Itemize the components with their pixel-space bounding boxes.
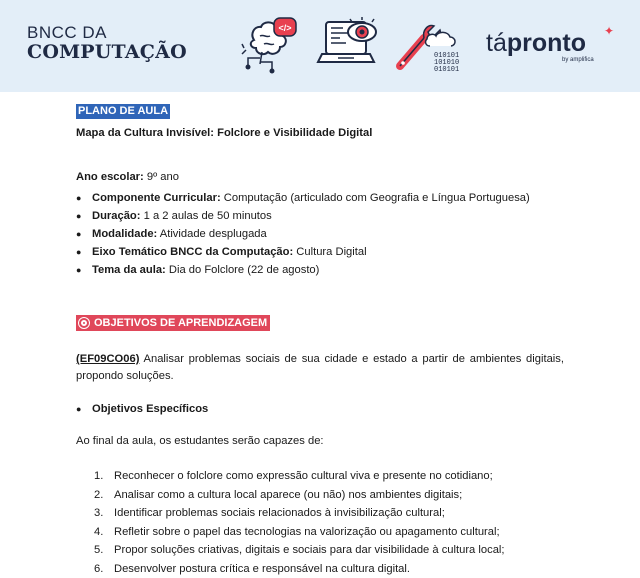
list-item bbox=[76, 243, 564, 261]
specific-heading: ● Objetivos Específicos bbox=[76, 402, 564, 417]
list-item bbox=[94, 541, 564, 560]
brain-code-icon bbox=[240, 14, 306, 74]
goal-text: Analisar como a cultura local aparece (ou não) nos ambientes digitais; bbox=[114, 489, 462, 501]
logo-bold: pronto bbox=[507, 29, 586, 57]
goal-number: 5. bbox=[94, 541, 103, 560]
binary-line-3: 010101 bbox=[434, 66, 459, 74]
brand-bottom-text: COMPUTAÇÃO bbox=[27, 41, 187, 63]
plano-label: PLANO DE AULA bbox=[76, 104, 170, 119]
meta-value: 1 a 2 aulas de 50 minutos bbox=[141, 210, 272, 222]
ano-value: 9º ano bbox=[144, 171, 179, 183]
list-item bbox=[94, 467, 564, 486]
target-icon bbox=[79, 318, 89, 328]
binary-line-2: 101010 bbox=[434, 59, 459, 67]
meta-value: Atividade desplugada bbox=[157, 228, 266, 240]
list-item bbox=[76, 225, 564, 243]
meta-value: Computação (articulado com Geografia e Língua Portuguesa) bbox=[221, 192, 530, 204]
goal-number: 1. bbox=[94, 467, 103, 486]
wrench-binary-icon bbox=[394, 14, 460, 74]
skill-code: (EF09CO06) bbox=[76, 353, 139, 365]
page-header bbox=[0, 0, 640, 92]
goal-text: Reconhecer o folclore como expressão cultural viva e presente no cotidiano; bbox=[114, 470, 493, 482]
objectives-heading bbox=[76, 315, 270, 331]
meta-label: Componente Curricular: bbox=[92, 192, 221, 204]
meta-label: Modalidade: bbox=[92, 228, 157, 240]
meta-label: Tema da aula: bbox=[92, 264, 166, 276]
brand-top-text: BNCC DA bbox=[27, 24, 187, 41]
meta-label: Duração: bbox=[92, 210, 141, 222]
meta-value: Cultura Digital bbox=[293, 246, 366, 258]
goal-number: 2. bbox=[94, 486, 103, 505]
goal-text: Propor soluções criativas, digitais e sociais para dar visibilidade à cultura local; bbox=[114, 544, 505, 556]
list-item bbox=[94, 504, 564, 523]
goal-text: Desenvolver postura crítica e responsável na cultura digital. bbox=[114, 563, 410, 575]
list-item bbox=[94, 560, 564, 578]
goal-number: 4. bbox=[94, 523, 103, 542]
lesson-plan bbox=[76, 104, 564, 578]
sparkle-icon: ✦ bbox=[604, 24, 614, 38]
goal-number: 6. bbox=[94, 560, 103, 578]
skill-paragraph bbox=[76, 351, 564, 385]
objectives-heading-text: OBJETIVOS DE APRENDIZAGEM bbox=[94, 316, 267, 330]
list-item bbox=[76, 261, 564, 279]
logo-regular: tá bbox=[486, 29, 507, 57]
meta-label: Eixo Temático BNCC da Computação: bbox=[92, 246, 293, 258]
logo-sub: by amplifica bbox=[562, 57, 594, 63]
list-item bbox=[94, 486, 564, 505]
meta-list bbox=[76, 189, 564, 279]
list-item bbox=[94, 523, 564, 542]
meta-value: Dia do Folclore (22 de agosto) bbox=[166, 264, 320, 276]
laptop-eye-icon bbox=[318, 14, 384, 74]
ano-escolar bbox=[76, 170, 564, 185]
bncc-brand bbox=[27, 24, 187, 63]
list-item bbox=[76, 189, 564, 207]
binary-line-1: 010101 bbox=[434, 52, 459, 60]
lesson-subtitle: Mapa da Cultura Invisível: Folclore e Visibilidade Digital bbox=[76, 126, 564, 141]
goals-intro: Ao final da aula, os estudantes serão capazes de: bbox=[76, 434, 564, 449]
goal-text: Refletir sobre o papel das tecnologias na valorização ou apagamento cultural; bbox=[114, 526, 500, 538]
goal-text: Identificar problemas sociais relacionados à invisibilização cultural; bbox=[114, 507, 445, 519]
goals-list bbox=[76, 467, 564, 578]
skill-text: Analisar problemas sociais de sua cidade e estado a partir de ambientes digitais, propondo soluções. bbox=[76, 353, 564, 382]
ta-pronto-logo bbox=[486, 30, 586, 56]
svg-text:</>: </> bbox=[278, 23, 291, 33]
list-item bbox=[76, 207, 564, 225]
ano-label: Ano escolar: bbox=[76, 171, 144, 183]
goal-number: 3. bbox=[94, 504, 103, 523]
